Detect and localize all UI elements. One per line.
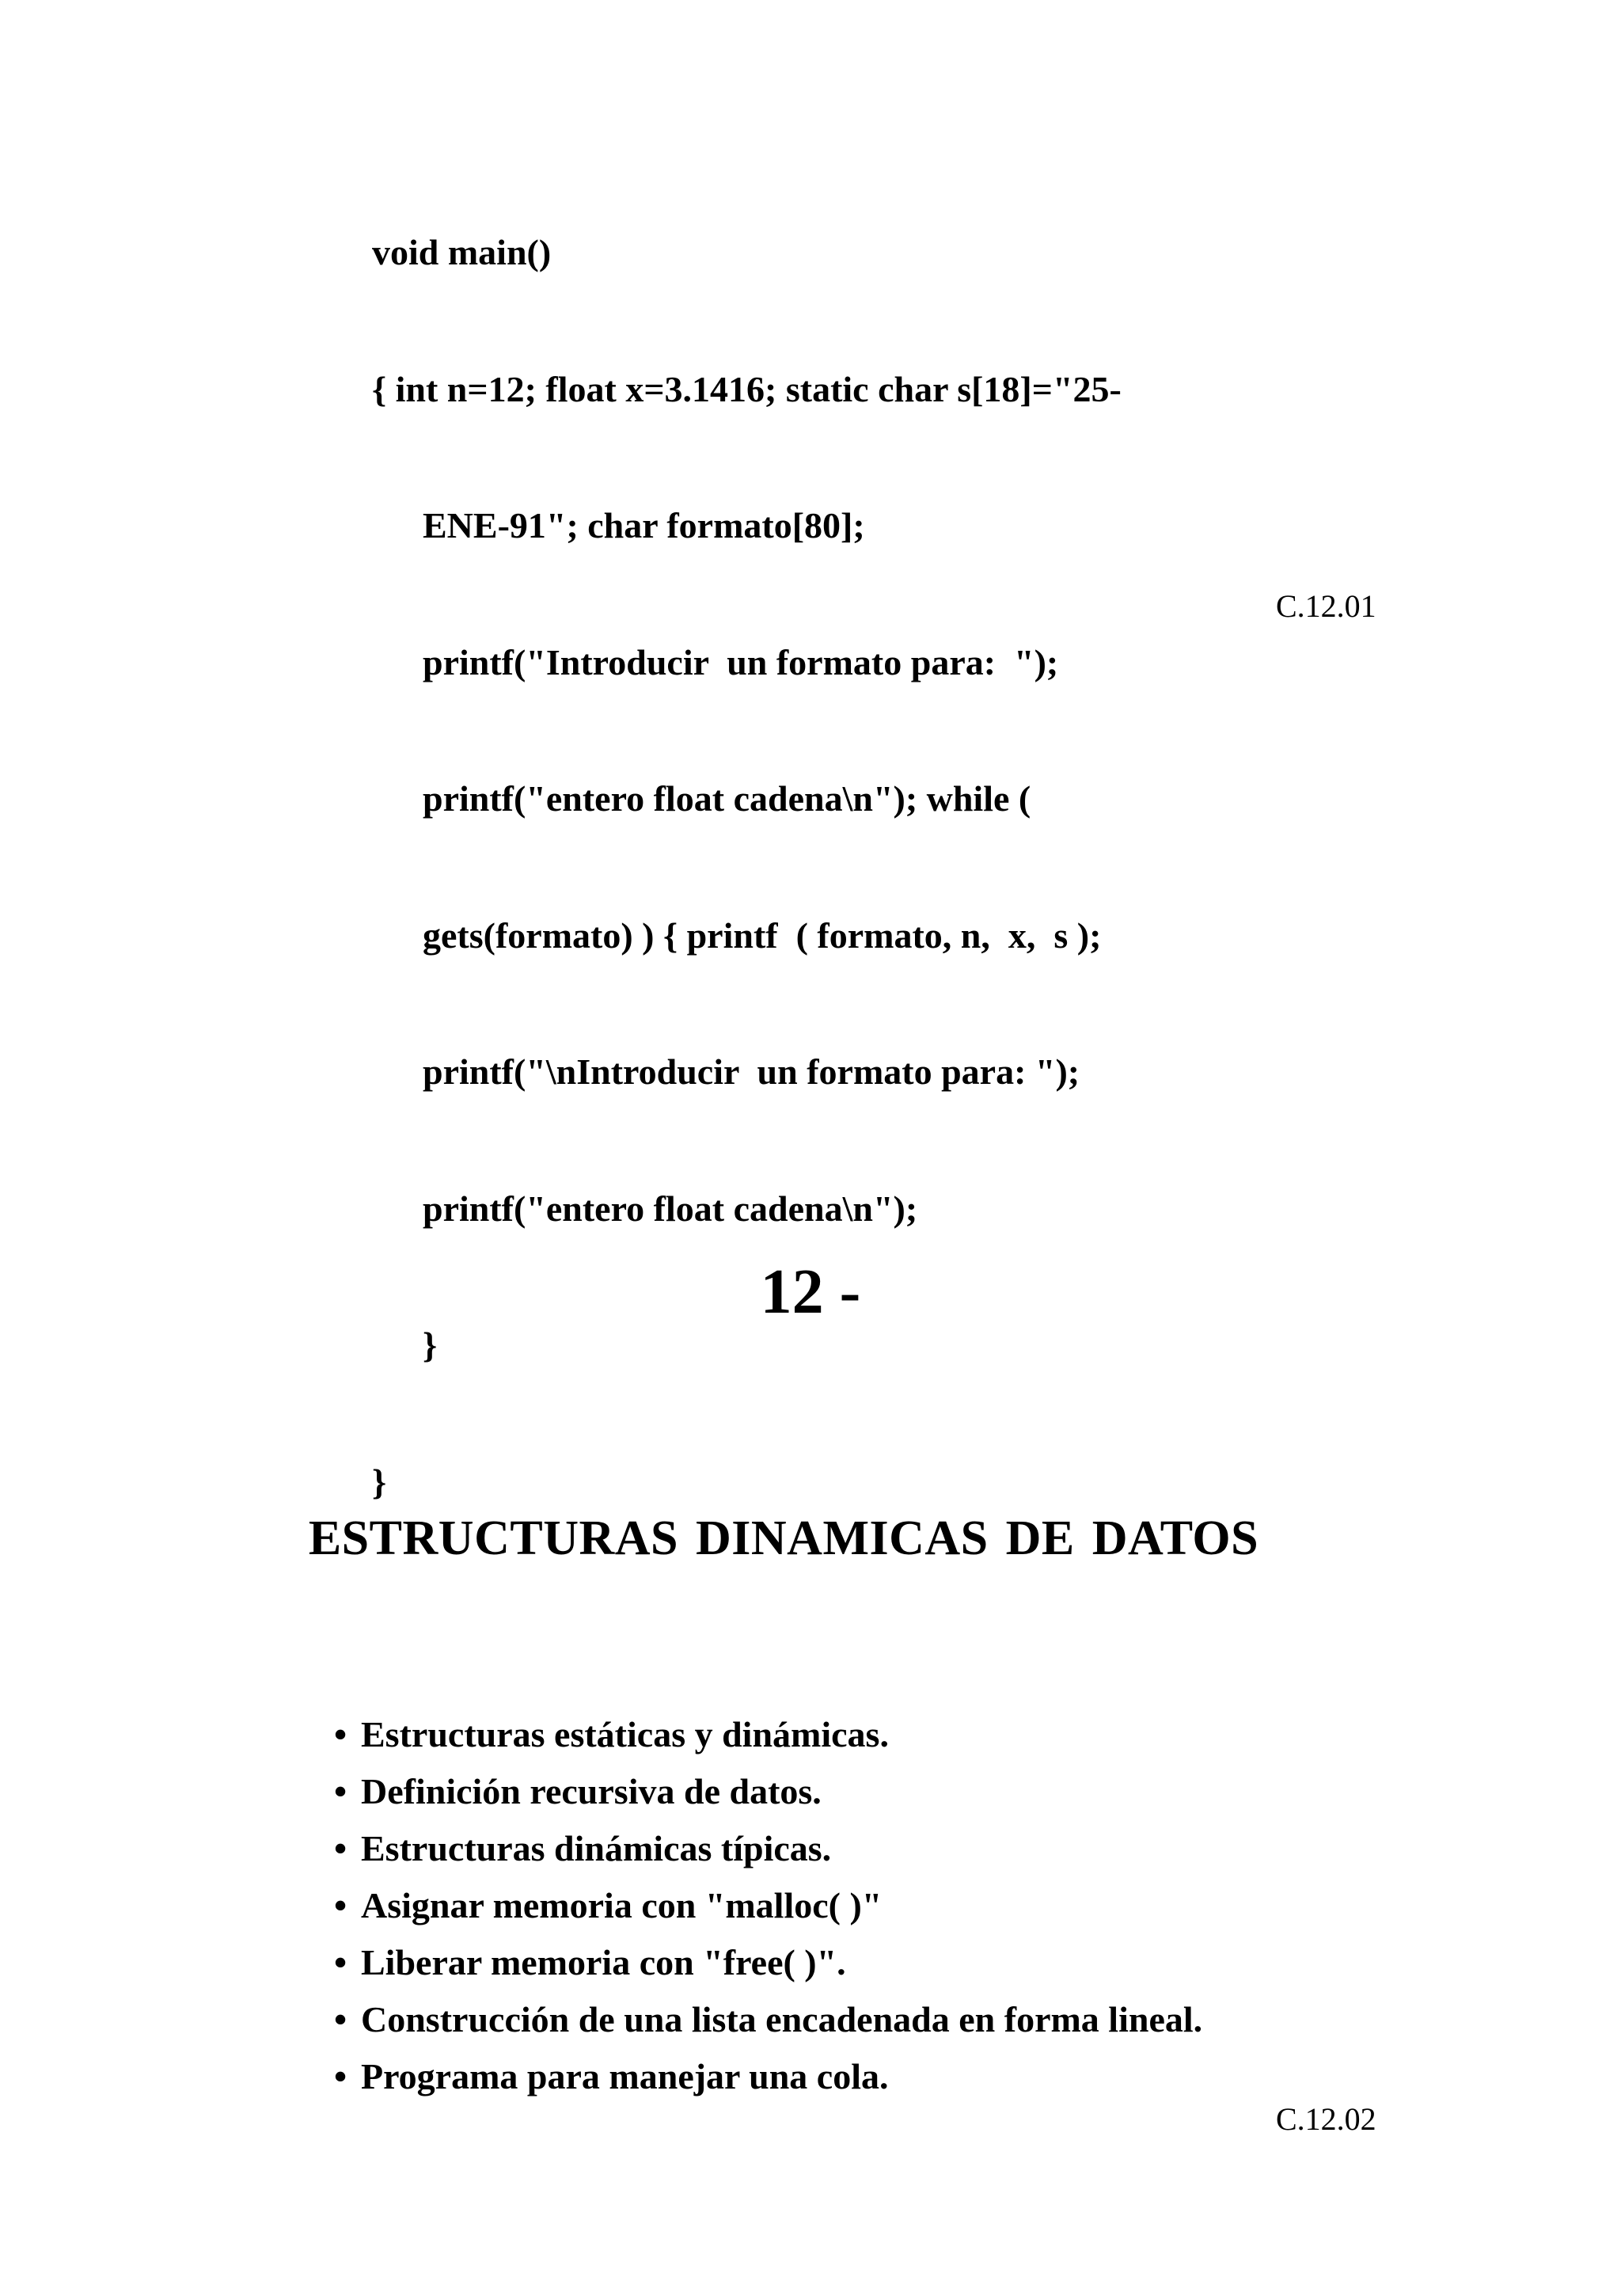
list-item-label: Liberar memoria con "free( )". (361, 1942, 846, 1982)
code-line: printf("\nIntroducir un formato para: "); (423, 1051, 1080, 1092)
slide-code-top: C.12.01 (1276, 588, 1376, 624)
code-line: gets(formato) ) { printf ( formato, n, x, s ); (423, 914, 1102, 956)
code-line: printf("entero float cadena\n"); (423, 1188, 918, 1229)
chapter-title: ESTRUCTURAS DINAMICAS DE DATOS (308, 1511, 1259, 1565)
code-line: } (372, 1461, 387, 1502)
bullet-icon: • (334, 1771, 347, 1811)
code-line: } (423, 1325, 438, 1365)
bullet-icon: • (334, 1828, 347, 1868)
list-item-label: Definición recursiva de datos. (361, 1771, 822, 1811)
slide-code-bottom: C.12.02 (1276, 2101, 1376, 2137)
bullet-icon: • (334, 1885, 347, 1925)
list-item-label: Estructuras dinámicas típicas. (361, 1828, 832, 1868)
list-item (334, 1706, 1202, 1763)
code-line: { int n=12; float x=3.1416; static char s[18]="25- (372, 368, 1122, 409)
list-item-label: Construcción de una lista encadenada en forma lineal. (361, 1999, 1203, 2039)
code-line: ENE-91"; char formato[80]; (423, 505, 865, 545)
bullet-icon: • (334, 1942, 347, 1982)
list-item (334, 2048, 1202, 2105)
bullet-icon: • (334, 2056, 347, 2096)
list-item-label: Estructuras estáticas y dinámicas. (361, 1714, 889, 1754)
code-line: printf("entero float cadena\n"); while ( (423, 778, 1031, 819)
list-item (334, 1763, 1202, 1820)
list-item-label: Programa para manejar una cola. (361, 2056, 889, 2096)
list-item (334, 1820, 1202, 1877)
code-line: void main() (372, 232, 552, 272)
list-item-label: Asignar memoria con "malloc( )" (361, 1885, 883, 1925)
bullet-icon: • (334, 1999, 347, 2039)
code-line: printf("Introducir un formato para: "); (423, 641, 1059, 682)
list-item (334, 1877, 1202, 1934)
list-item (334, 1934, 1202, 1991)
list-item (334, 1991, 1202, 2048)
chapter-number: 12 - (760, 1257, 861, 1327)
code-listing (372, 139, 1122, 1550)
bullet-icon: • (334, 1714, 347, 1754)
topics-list (334, 1706, 1202, 2105)
